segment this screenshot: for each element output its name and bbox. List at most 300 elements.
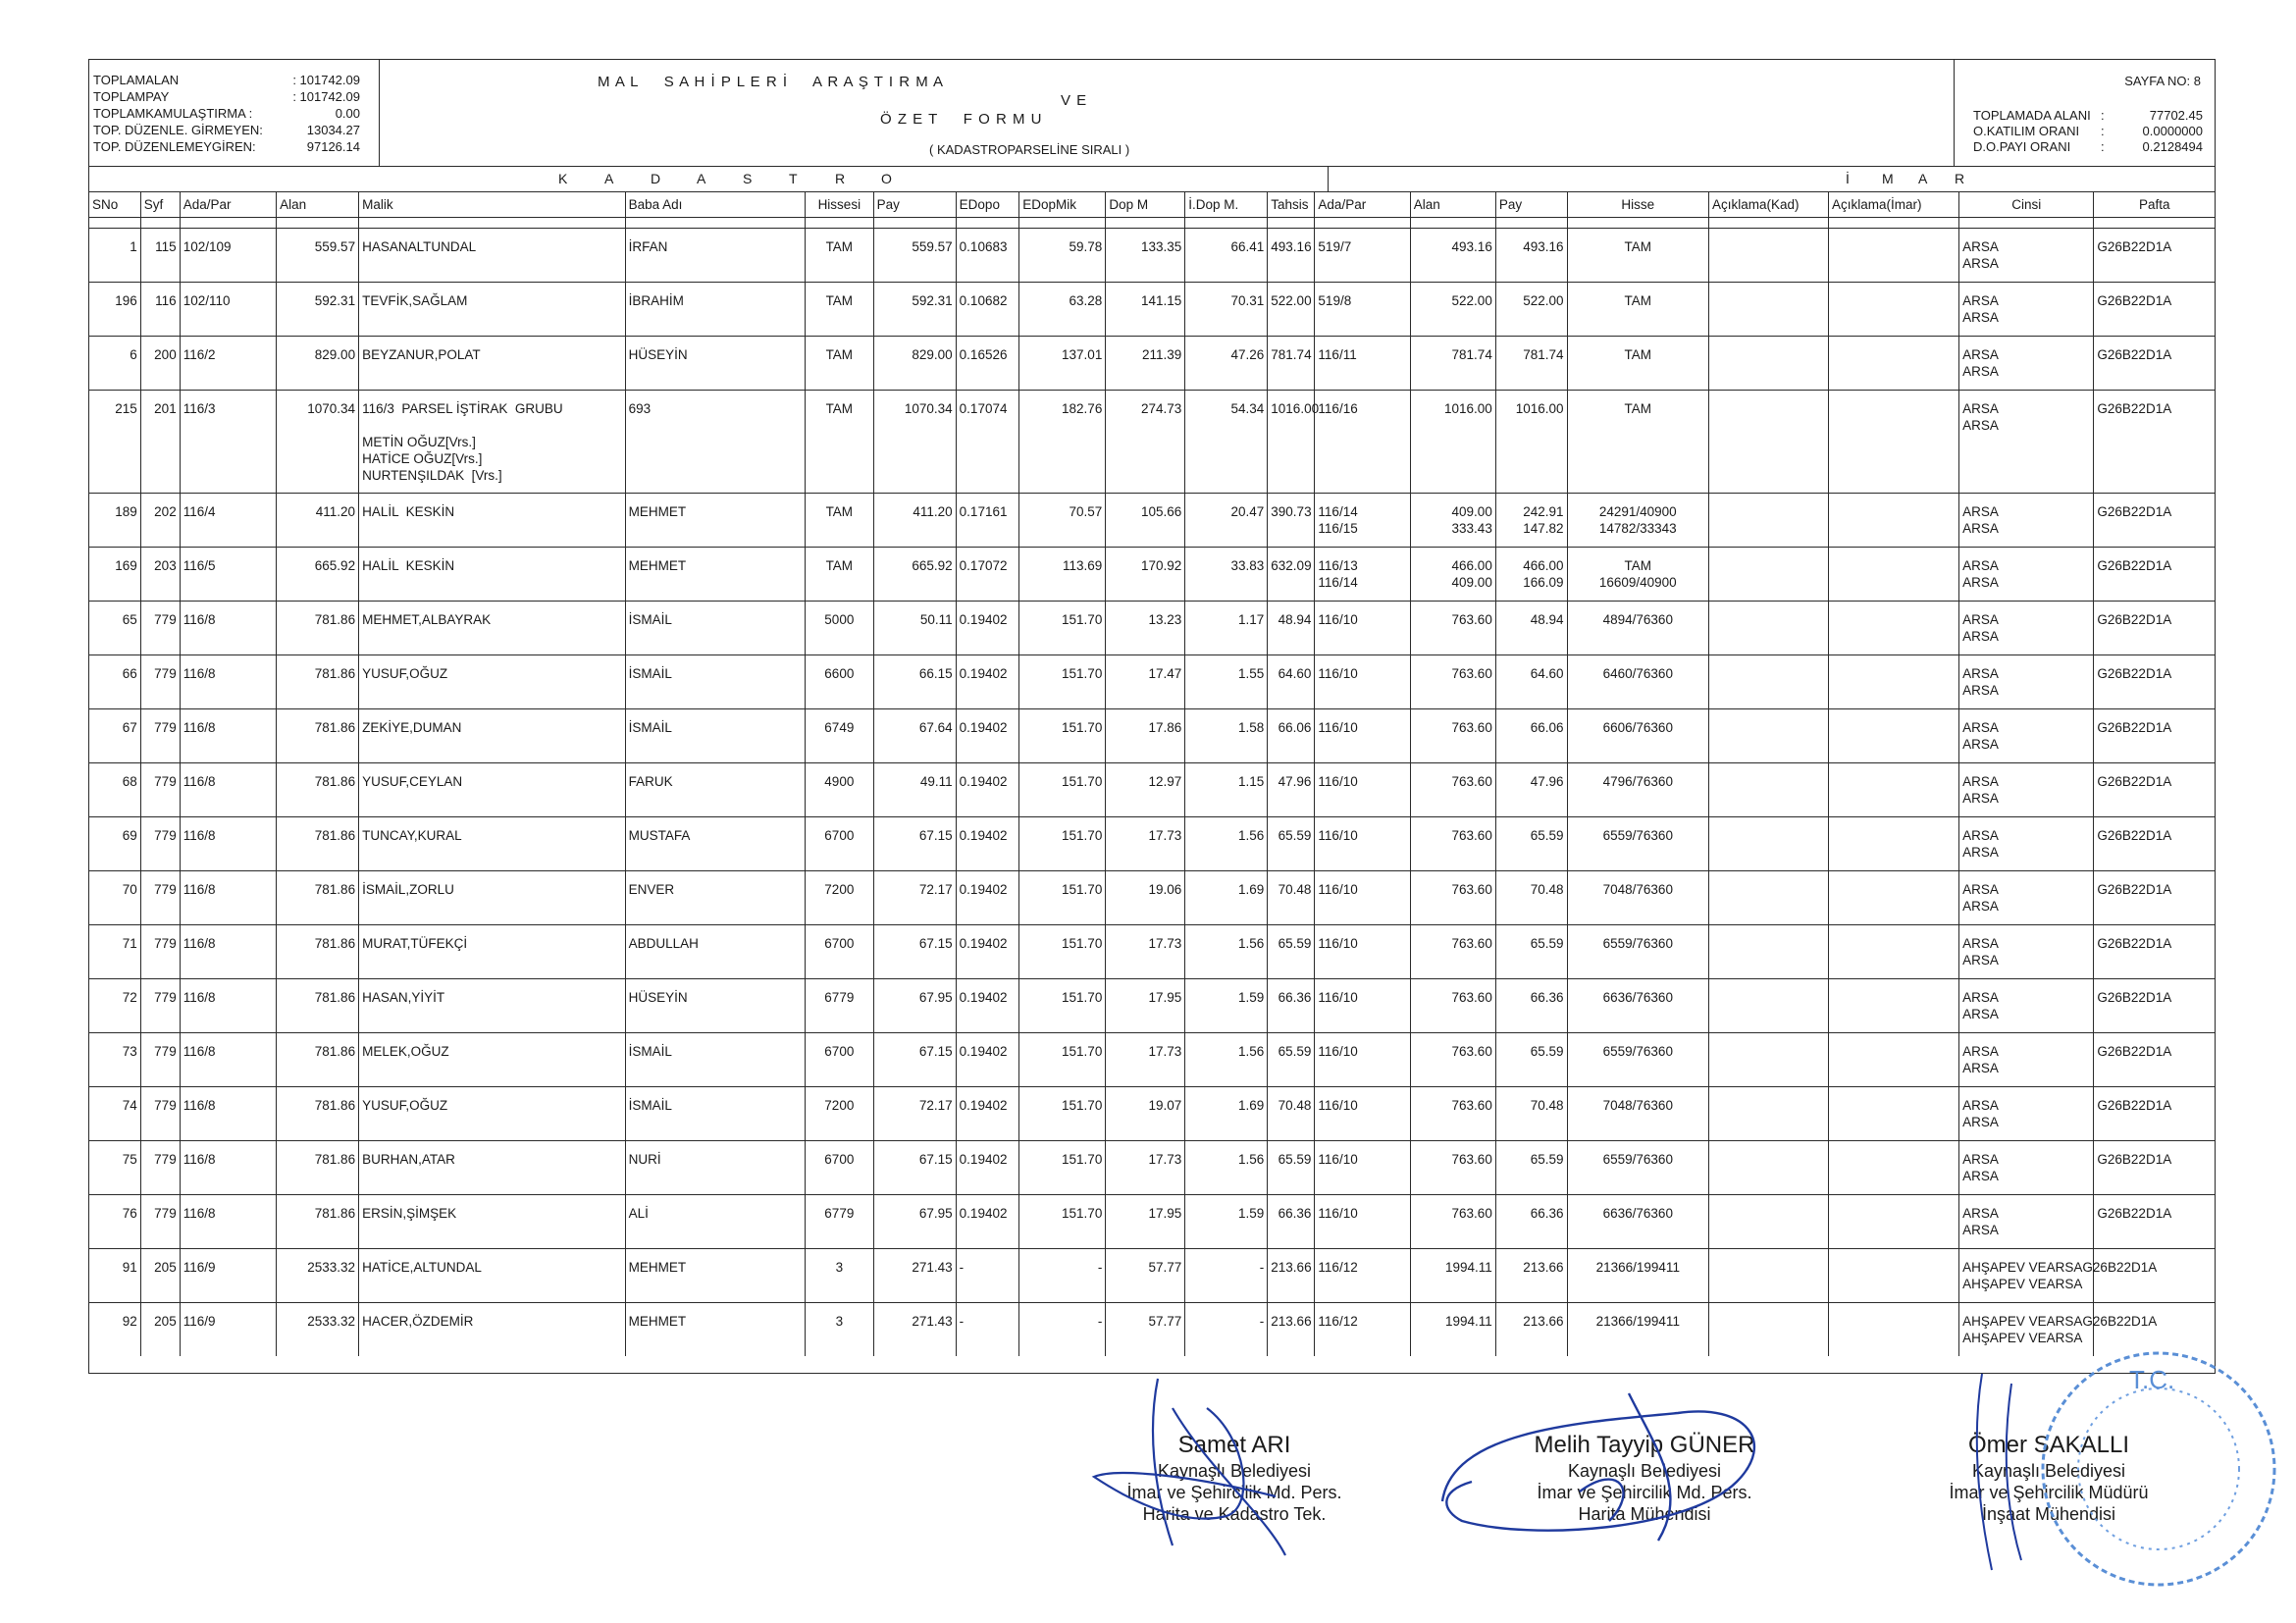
cell-edopmik: 151.70	[1019, 763, 1106, 817]
cell-baba: 693	[625, 391, 805, 494]
cell-cinsi: ARSA ARSA	[1959, 763, 2094, 817]
cell-ada: 116/8	[180, 1141, 276, 1195]
cell-syf: 115	[140, 229, 180, 283]
cell-ipay: 48.94	[1495, 602, 1567, 655]
cell-aimar	[1828, 979, 1958, 1033]
cell-cinsi: ARSA ARSA	[1959, 1087, 2094, 1141]
cell-sno: 169	[89, 548, 140, 602]
page-number: SAYFA NO: 8	[2124, 74, 2201, 88]
section-letter: S	[743, 171, 753, 186]
cell-pay: 66.15	[873, 655, 956, 709]
cell-dopm: 17.95	[1106, 1195, 1185, 1249]
cell-ialan: 763.60	[1410, 925, 1495, 979]
signer-line: Kaynaşlı Belediyesi	[1971, 1461, 2126, 1481]
cell-cinsi: ARSA ARSA	[1959, 709, 2094, 763]
cell-baba: ABDULLAH	[625, 925, 805, 979]
spacer-cell	[2094, 218, 2215, 229]
cell-alan: 1070.34	[277, 391, 359, 494]
cell-pay: 271.43	[873, 1303, 956, 1357]
cell-ipay: 213.66	[1495, 1249, 1567, 1303]
cell-ihisse: 6460/76360	[1567, 655, 1708, 709]
cell-pay: 592.31	[873, 283, 956, 337]
cell-ipay: 522.00	[1495, 283, 1567, 337]
table-row	[89, 871, 2215, 925]
cell-pafta	[2094, 1303, 2215, 1357]
cell-akad	[1709, 1087, 1829, 1141]
cell-akad	[1709, 1303, 1829, 1357]
cell-pafta: G26B22D1A	[2094, 1033, 2215, 1087]
cell-aimar	[1828, 1303, 1958, 1357]
total-value: : 101742.09	[292, 73, 360, 87]
cell-sno: 196	[89, 283, 140, 337]
cell-pafta: G26B22D1A	[2094, 1087, 2215, 1141]
cell-malik: TUNCAY,KURAL	[359, 817, 626, 871]
cell-malik: MELEK,OĞUZ	[359, 1033, 626, 1087]
cell-hisse: 5000	[805, 602, 873, 655]
cell-malik: ZEKİYE,DUMAN	[359, 709, 626, 763]
cell-malik: 116/3 PARSEL İŞTİRAK GRUBU METİN OĞUZ[Vrs.] HATİCE OĞUZ[Vrs.] NURTENŞILDAK [Vrs.]	[359, 391, 626, 494]
cell-idop: 66.41	[1185, 229, 1268, 283]
section-letter: A	[1918, 171, 1928, 186]
cell-ada: 116/8	[180, 602, 276, 655]
column-header: Hisse	[1567, 191, 1708, 218]
spacer-cell	[1567, 218, 1708, 229]
cell-edopmik: 182.76	[1019, 391, 1106, 494]
stat-row	[1973, 108, 2203, 124]
column-header: Ada/Par	[1315, 191, 1410, 218]
total-value: 13034.27	[306, 123, 360, 137]
cell-dopm: 13.23	[1106, 602, 1185, 655]
cell-akad	[1709, 494, 1829, 548]
cell-edopo: 0.19402	[956, 709, 1019, 763]
cell-ihisse: TAM	[1567, 337, 1708, 391]
cell-alan: 592.31	[277, 283, 359, 337]
spacer-cell	[1185, 218, 1268, 229]
cell-aimar	[1828, 283, 1958, 337]
cell-pafta: G26B22D1A	[2094, 548, 2215, 602]
table-row	[89, 1249, 2215, 1303]
cell-edopmik: -	[1019, 1303, 1106, 1357]
total-row	[93, 105, 379, 122]
cell-ada: 102/110	[180, 283, 276, 337]
cell-alan: 411.20	[277, 494, 359, 548]
cell-baba: MEHMET	[625, 494, 805, 548]
cell-edopo: 0.19402	[956, 979, 1019, 1033]
column-header: Tahsis	[1268, 191, 1315, 218]
cell-idop: 1.56	[1185, 1141, 1268, 1195]
column-header: EDopo	[956, 191, 1019, 218]
cell-hisse: 6779	[805, 1195, 873, 1249]
total-row	[93, 138, 379, 155]
cell-tahsis: 781.74	[1268, 337, 1315, 391]
cell-akad	[1709, 1033, 1829, 1087]
table-row	[89, 229, 2215, 283]
cell-edopmik: 137.01	[1019, 337, 1106, 391]
cell-alan: 559.57	[277, 229, 359, 283]
cell-tahsis: 390.73	[1268, 494, 1315, 548]
cell-syf: 200	[140, 337, 180, 391]
spacer-cell	[180, 218, 276, 229]
cell-ialan: 763.60	[1410, 1195, 1495, 1249]
cell-pay: 67.15	[873, 1033, 956, 1087]
cell-iada: 519/7	[1315, 229, 1410, 283]
cell-hisse: TAM	[805, 337, 873, 391]
cell-dopm: 57.77	[1106, 1303, 1185, 1357]
cell-ipay: 70.48	[1495, 1087, 1567, 1141]
cell-cinsi: ARSA ARSA	[1959, 1195, 2094, 1249]
table-row	[89, 1033, 2215, 1087]
cell-pafta: G26B22D1A	[2094, 709, 2215, 763]
cell-dopm: 17.73	[1106, 1033, 1185, 1087]
cell-sno: 73	[89, 1033, 140, 1087]
column-header: Alan	[277, 191, 359, 218]
cell-ipay: 66.06	[1495, 709, 1567, 763]
cell-ada: 116/8	[180, 709, 276, 763]
cell-idop: 1.55	[1185, 655, 1268, 709]
cell-syf: 779	[140, 709, 180, 763]
stat-label: O.KATILIM ORANI	[1973, 124, 2080, 138]
spacer-cell	[359, 218, 626, 229]
cell-malik: BURHAN,ATAR	[359, 1141, 626, 1195]
cell-edopmik: 151.70	[1019, 979, 1106, 1033]
cell-sno: 71	[89, 925, 140, 979]
cell-ialan: 781.74	[1410, 337, 1495, 391]
cell-cinsi: ARSA ARSA	[1959, 283, 2094, 337]
cell-ialan: 763.60	[1410, 763, 1495, 817]
cell-sno: 75	[89, 1141, 140, 1195]
cell-cinsi: ARSA ARSA	[1959, 548, 2094, 602]
cell-malik: HALİL KESKİN	[359, 494, 626, 548]
signer-line: Kaynaşlı Belediyesi	[1567, 1461, 1722, 1481]
total-value: 97126.14	[306, 139, 360, 154]
cell-idop: 1.59	[1185, 979, 1268, 1033]
cell-ada: 102/109	[180, 229, 276, 283]
cell-dopm: 133.35	[1106, 229, 1185, 283]
cell-sno: 65	[89, 602, 140, 655]
column-header: Cinsi	[1959, 191, 2094, 218]
column-header: Malik	[359, 191, 626, 218]
cell-cinsi: ARSA ARSA	[1959, 602, 2094, 655]
cell-aimar	[1828, 1195, 1958, 1249]
cell-ialan: 763.60	[1410, 602, 1495, 655]
cell-aimar	[1828, 229, 1958, 283]
column-header: SNo	[89, 191, 140, 218]
cell-baba: MUSTAFA	[625, 817, 805, 871]
cell-tahsis: 522.00	[1268, 283, 1315, 337]
cell-sno: 69	[89, 817, 140, 871]
cell-iada: 116/10	[1315, 979, 1410, 1033]
stat-value: 0.2128494	[2142, 139, 2203, 154]
cell-edopmik: -	[1019, 1249, 1106, 1303]
cell-syf: 779	[140, 925, 180, 979]
cell-tahsis: 70.48	[1268, 1087, 1315, 1141]
cell-dopm: 17.73	[1106, 1141, 1185, 1195]
cell-cinsi: ARSA ARSA	[1959, 817, 2094, 871]
table-row	[89, 763, 2215, 817]
cell-akad	[1709, 709, 1829, 763]
cell-idop: -	[1185, 1249, 1268, 1303]
cell-hisse: 6600	[805, 655, 873, 709]
cell-ipay: 1016.00	[1495, 391, 1567, 494]
cell-pay: 411.20	[873, 494, 956, 548]
stats-block	[1954, 60, 2215, 166]
cell-ada: 116/8	[180, 817, 276, 871]
cell-dopm: 17.47	[1106, 655, 1185, 709]
cell-edopo: 0.10683	[956, 229, 1019, 283]
cell-cinsi: ARSA ARSA	[1959, 494, 2094, 548]
cell-ihisse: 6636/76360	[1567, 1195, 1708, 1249]
cell-alan: 781.86	[277, 709, 359, 763]
section-letter: K	[558, 171, 568, 186]
cell-dopm: 141.15	[1106, 283, 1185, 337]
cell-akad	[1709, 337, 1829, 391]
signer-line: İnşaat Mühendisi	[1981, 1504, 2116, 1524]
cell-idop: 20.47	[1185, 494, 1268, 548]
cell-malik: ERSİN,ŞİMŞEK	[359, 1195, 626, 1249]
cell-ihisse: 4894/76360	[1567, 602, 1708, 655]
cell-tahsis: 65.59	[1268, 1033, 1315, 1087]
total-label: TOPLAMPAY	[93, 89, 170, 104]
signer-line: İmar ve Şehircilik Md. Pers.	[1126, 1483, 1342, 1502]
cell-syf: 779	[140, 763, 180, 817]
cell-baba: NURİ	[625, 1141, 805, 1195]
cell-ialan: 1994.11	[1410, 1303, 1495, 1357]
cell-pay: 559.57	[873, 229, 956, 283]
cell-cinsi: ARSA ARSA	[1959, 655, 2094, 709]
cell-syf: 201	[140, 391, 180, 494]
cell-edopo: 0.19402	[956, 602, 1019, 655]
cell-aimar	[1828, 337, 1958, 391]
cell-iada: 116/10	[1315, 1087, 1410, 1141]
cell-aimar	[1828, 602, 1958, 655]
cell-hisse: 3	[805, 1303, 873, 1357]
cell-edopo: 0.19402	[956, 655, 1019, 709]
cell-aimar	[1828, 1033, 1958, 1087]
cell-iada: 519/8	[1315, 283, 1410, 337]
table-row	[89, 709, 2215, 763]
cell-dopm: 17.95	[1106, 979, 1185, 1033]
cell-alan: 781.86	[277, 602, 359, 655]
cell-syf: 779	[140, 871, 180, 925]
cell-edopo: 0.17074	[956, 391, 1019, 494]
cell-ipay: 66.36	[1495, 979, 1567, 1033]
cell-edopmik: 70.57	[1019, 494, 1106, 548]
cell-cinsi: ARSA ARSA	[1959, 337, 2094, 391]
cell-aimar	[1828, 548, 1958, 602]
cell-pafta: G26B22D1A	[2094, 337, 2215, 391]
cell-pay: 67.15	[873, 925, 956, 979]
signer-line: İmar ve Şehircilik Md. Pers.	[1537, 1483, 1752, 1502]
cell-malik: İSMAİL,ZORLU	[359, 871, 626, 925]
title-line-2: V E	[1061, 92, 1088, 109]
cell-alan: 781.86	[277, 763, 359, 817]
cell-tahsis: 65.59	[1268, 817, 1315, 871]
cell-alan: 2533.32	[277, 1249, 359, 1303]
cell-alan: 781.86	[277, 1141, 359, 1195]
cell-malik: HASAN,YİYİT	[359, 979, 626, 1033]
spacer-cell	[1268, 218, 1315, 229]
cell-tahsis: 65.59	[1268, 1141, 1315, 1195]
cell-aimar	[1828, 709, 1958, 763]
column-header: Baba Adı	[625, 191, 805, 218]
cell-ada: 116/3	[180, 391, 276, 494]
cell-pafta: G26B22D1A	[2094, 979, 2215, 1033]
stat-colon: :	[2101, 108, 2105, 123]
cell-hisse: TAM	[805, 229, 873, 283]
cell-hisse: TAM	[805, 391, 873, 494]
cell-hisse: 4900	[805, 763, 873, 817]
section-letter: T	[789, 171, 798, 186]
cell-syf: 203	[140, 548, 180, 602]
table-row	[89, 925, 2215, 979]
cell-idop: 70.31	[1185, 283, 1268, 337]
cell-dopm: 211.39	[1106, 337, 1185, 391]
cell-ada: 116/5	[180, 548, 276, 602]
column-header: Dop M	[1106, 191, 1185, 218]
cell-malik: HACER,ÖZDEMİR	[359, 1303, 626, 1357]
cell-ipay: 466.00 166.09	[1495, 548, 1567, 602]
cell-aimar	[1828, 494, 1958, 548]
cell-ialan: 763.60	[1410, 709, 1495, 763]
table-row	[89, 1303, 2215, 1357]
stat-label: D.O.PAYI ORANI	[1973, 139, 2071, 154]
cell-malik: HATİCE,ALTUNDAL	[359, 1249, 626, 1303]
cell-ipay: 65.59	[1495, 1141, 1567, 1195]
cell-sno: 189	[89, 494, 140, 548]
cell-hisse: 6700	[805, 1141, 873, 1195]
cell-syf: 779	[140, 1087, 180, 1141]
cell-hisse: 7200	[805, 871, 873, 925]
column-header: Hissesi	[805, 191, 873, 218]
cell-tahsis: 70.48	[1268, 871, 1315, 925]
cell-ihisse: 21366/199411	[1567, 1303, 1708, 1357]
cell-malik: MEHMET,ALBAYRAK	[359, 602, 626, 655]
cell-baba: MEHMET	[625, 1303, 805, 1357]
cell-akad	[1709, 871, 1829, 925]
column-header: Açıklama(İmar)	[1828, 191, 1958, 218]
cell-edopmik: 151.70	[1019, 1195, 1106, 1249]
cell-ipay: 781.74	[1495, 337, 1567, 391]
cell-iada: 116/10	[1315, 871, 1410, 925]
cell-sno: 67	[89, 709, 140, 763]
cell-hisse: 6700	[805, 925, 873, 979]
section-kadastro	[89, 166, 1329, 191]
spacer-cell	[1315, 218, 1410, 229]
cell-idop: 1.59	[1185, 1195, 1268, 1249]
cell-baba: İSMAİL	[625, 655, 805, 709]
cell-ialan: 522.00	[1410, 283, 1495, 337]
spacer-cell	[625, 218, 805, 229]
cell-aimar	[1828, 1141, 1958, 1195]
cell-pafta: G26B22D1A	[2094, 283, 2215, 337]
cell-iada: 116/10	[1315, 1141, 1410, 1195]
cell-edopmik: 151.70	[1019, 1141, 1106, 1195]
form-header	[89, 60, 2215, 167]
cell-ihisse: 6559/76360	[1567, 817, 1708, 871]
cell-iada: 116/12	[1315, 1303, 1410, 1357]
cell-alan: 2533.32	[277, 1303, 359, 1357]
cell-iada: 116/10	[1315, 763, 1410, 817]
column-header: Açıklama(Kad)	[1709, 191, 1829, 218]
cell-edopo: 0.19402	[956, 1033, 1019, 1087]
table-row	[89, 979, 2215, 1033]
cell-ipay: 70.48	[1495, 871, 1567, 925]
cell-ada: 116/2	[180, 337, 276, 391]
spacer-cell	[1106, 218, 1185, 229]
cell-malik: YUSUF,CEYLAN	[359, 763, 626, 817]
total-label: TOP. DÜZENLE. GİRMEYEN:	[93, 123, 263, 137]
cell-ihisse: TAM	[1567, 391, 1708, 494]
cell-baba: ALİ	[625, 1195, 805, 1249]
section-letter: O	[881, 171, 892, 186]
cell-akad	[1709, 602, 1829, 655]
cell-sno: 1	[89, 229, 140, 283]
cell-sno: 72	[89, 979, 140, 1033]
cell-ipay: 64.60	[1495, 655, 1567, 709]
cell-ipay: 65.59	[1495, 817, 1567, 871]
cell-ihisse: 6606/76360	[1567, 709, 1708, 763]
signer-name: Samet ARI	[1177, 1432, 1291, 1458]
cell-edopo: 0.19402	[956, 1141, 1019, 1195]
cell-pafta	[2094, 1249, 2215, 1303]
cell-edopmik: 151.70	[1019, 602, 1106, 655]
column-header: Pafta	[2094, 191, 2215, 218]
cell-edopmik: 151.70	[1019, 817, 1106, 871]
cell-idop: 1.69	[1185, 1087, 1268, 1141]
cell-dopm: 17.73	[1106, 817, 1185, 871]
cell-pay: 72.17	[873, 1087, 956, 1141]
cell-pafta: G26B22D1A	[2094, 817, 2215, 871]
cell-ipay: 47.96	[1495, 763, 1567, 817]
cell-iada: 116/14 116/15	[1315, 494, 1410, 548]
cell-idop: 1.17	[1185, 602, 1268, 655]
cell-baba: HÜSEYİN	[625, 337, 805, 391]
cell-iada: 116/16	[1315, 391, 1410, 494]
section-letter: R	[1955, 171, 1965, 186]
cell-hisse: 3	[805, 1249, 873, 1303]
cell-hisse: 6700	[805, 817, 873, 871]
cell-pafta: G26B22D1A	[2094, 871, 2215, 925]
spacer-cell	[1828, 218, 1958, 229]
cell-ada: 116/8	[180, 1033, 276, 1087]
cell-hisse: TAM	[805, 494, 873, 548]
cell-edopo: 0.19402	[956, 817, 1019, 871]
cell-pay: 67.64	[873, 709, 956, 763]
spacer-cell	[956, 218, 1019, 229]
cell-pafta: G26B22D1A	[2094, 1141, 2215, 1195]
section-letter: A	[697, 171, 706, 186]
cell-akad	[1709, 548, 1829, 602]
cell-cinsi: AHŞAPEV VEARSAG26B22D1A AHŞAPEV VEARSA	[1959, 1249, 2094, 1303]
cell-edopo: 0.19402	[956, 871, 1019, 925]
cell-dopm: 19.07	[1106, 1087, 1185, 1141]
cell-ipay: 213.66	[1495, 1303, 1567, 1357]
cell-ihisse: 6559/76360	[1567, 925, 1708, 979]
signature-block-3	[1911, 1431, 2186, 1525]
cell-cinsi: ARSA ARSA	[1959, 979, 2094, 1033]
column-header: İ.Dop M.	[1185, 191, 1268, 218]
cell-edopo: 0.10682	[956, 283, 1019, 337]
cell-syf: 779	[140, 1195, 180, 1249]
cell-ada: 116/9	[180, 1303, 276, 1357]
cell-akad	[1709, 229, 1829, 283]
table-row	[89, 817, 2215, 871]
cell-pafta: G26B22D1A	[2094, 925, 2215, 979]
cell-baba: ENVER	[625, 871, 805, 925]
cell-iada: 116/10	[1315, 817, 1410, 871]
cell-iada: 116/10	[1315, 1195, 1410, 1249]
cell-cinsi: ARSA ARSA	[1959, 391, 2094, 494]
